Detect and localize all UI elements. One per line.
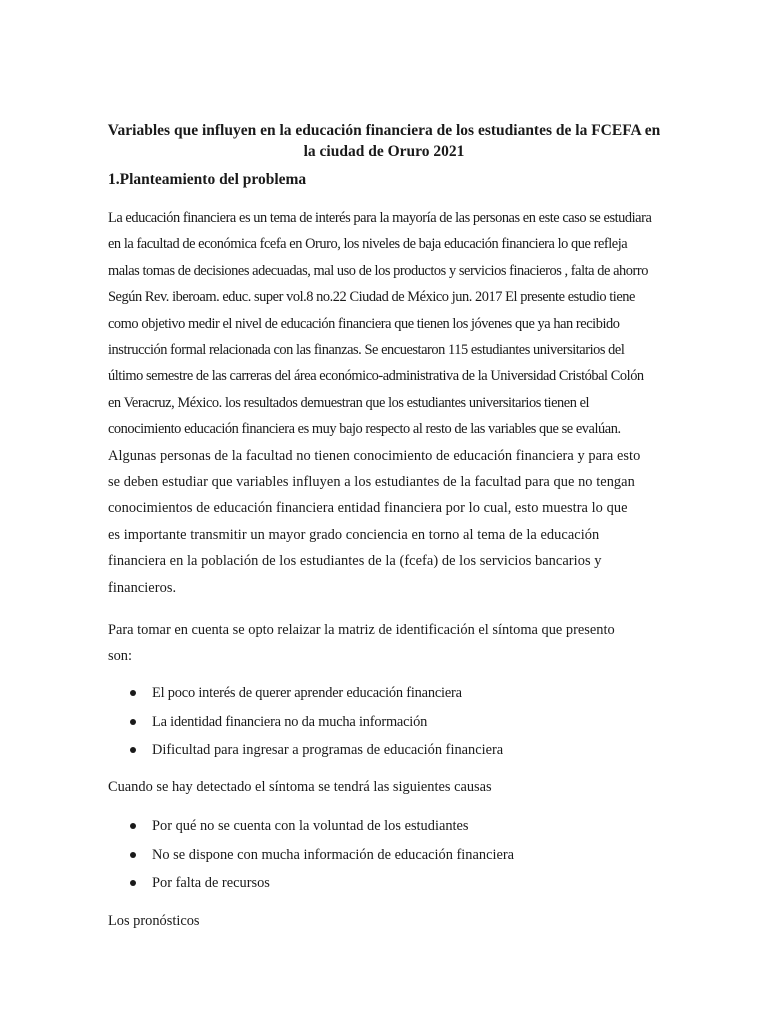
paragraph-identification-matrix: [108, 617, 615, 669]
list-item: [128, 869, 514, 898]
list-item: [128, 736, 503, 765]
paragraph-line: Para tomar en cuenta se opto relaizar la matriz de identificación el síntoma que presento: [108, 622, 615, 638]
list-item-text: Dificultad para ingresar a programas de educación financiera: [152, 742, 504, 758]
symptoms-list: [128, 679, 503, 765]
document-title: Variables que influyen en la educación financiera de los estudiantes de la FCEFA en la ciudad de Oruro 2021: [107, 122, 661, 160]
bullet-icon: [130, 747, 136, 753]
causes-list: [128, 812, 514, 898]
bullet-icon: [130, 823, 136, 829]
paragraph-line: malas tomas de decisiones adecuadas, mal uso de los productos y servicios finacieros , falta de ahorro: [108, 262, 648, 279]
paragraph-line: se deben estudiar que variables influyen a los estudiantes de la facultad para que no tengan: [108, 474, 635, 491]
section-heading: 1.Planteamiento del problema: [108, 171, 307, 188]
list-item: [128, 679, 503, 708]
paragraph-line: son:: [108, 648, 132, 664]
paragraph-line: conocimientos de educación financiera entidad financiera por lo cual, esto muestra lo que: [108, 500, 628, 517]
bullet-icon: [130, 880, 136, 886]
bullet-icon: [130, 690, 136, 696]
paragraph-line: último semestre de las carreras del área económico-administrativa de la Universidad Cristóbal Colón: [108, 368, 644, 385]
paragraph-line: es importante transmitir un mayor grado conciencia en torno al tema de la educación: [108, 526, 600, 543]
paragraph-problem-statement: [108, 205, 663, 601]
paragraph-line: financieros.: [108, 579, 177, 596]
list-item-text: No se dispone con mucha información de educación financiera: [152, 846, 515, 863]
list-item-text: La identidad financiera no da mucha información: [152, 713, 428, 730]
paragraph-line: como objetivo medir el nivel de educación financiera que tienen los jóvenes que ya han recibido: [108, 315, 620, 332]
bullet-icon: [130, 852, 136, 858]
paragraph-line: Algunas personas de la facultad no tienen conocimiento de educación financiera y para esto: [108, 447, 641, 464]
paragraph-line: conocimiento educación financiera es muy bajo respecto al resto de las variables que se evalúan.: [108, 421, 621, 438]
paragraph-line: Según Rev. iberoam. educ. super vol.8 no.22 Ciudad de México jun. 2017 El presente estudio tiene: [108, 289, 635, 306]
bullet-icon: [130, 719, 136, 725]
list-item-text: El poco interés de querer aprender educación financiera: [152, 685, 462, 701]
list-item: [128, 708, 503, 737]
paragraph-line: en Veracruz, México. los resultados demuestran que los estudiantes universitarios tienen el: [108, 394, 590, 411]
paragraph-line: financiera en la población de los estudiantes de la (fcefa) de los servicios bancarios y: [108, 553, 602, 570]
causes-intro: Cuando se hay detectado el síntoma se tendrá las siguientes causas: [108, 779, 492, 795]
list-item-text: Por qué no se cuenta con la voluntad de los estudiantes: [152, 818, 469, 834]
paragraph-line: instrucción formal relacionada con las finanzas. Se encuestaron 115 estudiantes universitarios del: [108, 342, 625, 359]
forecasts-heading: Los pronósticos: [108, 913, 200, 929]
list-item-text: Por falta de recursos: [152, 875, 270, 891]
paragraph-line: La educación financiera es un tema de interés para la mayoría de las personas en este caso se estudiara: [108, 210, 652, 226]
paragraph-line: en la facultad de económica fcefa en Oruro, los niveles de baja educación financiera lo que refleja: [108, 236, 628, 253]
list-item: [128, 841, 514, 870]
list-item: [128, 812, 514, 841]
